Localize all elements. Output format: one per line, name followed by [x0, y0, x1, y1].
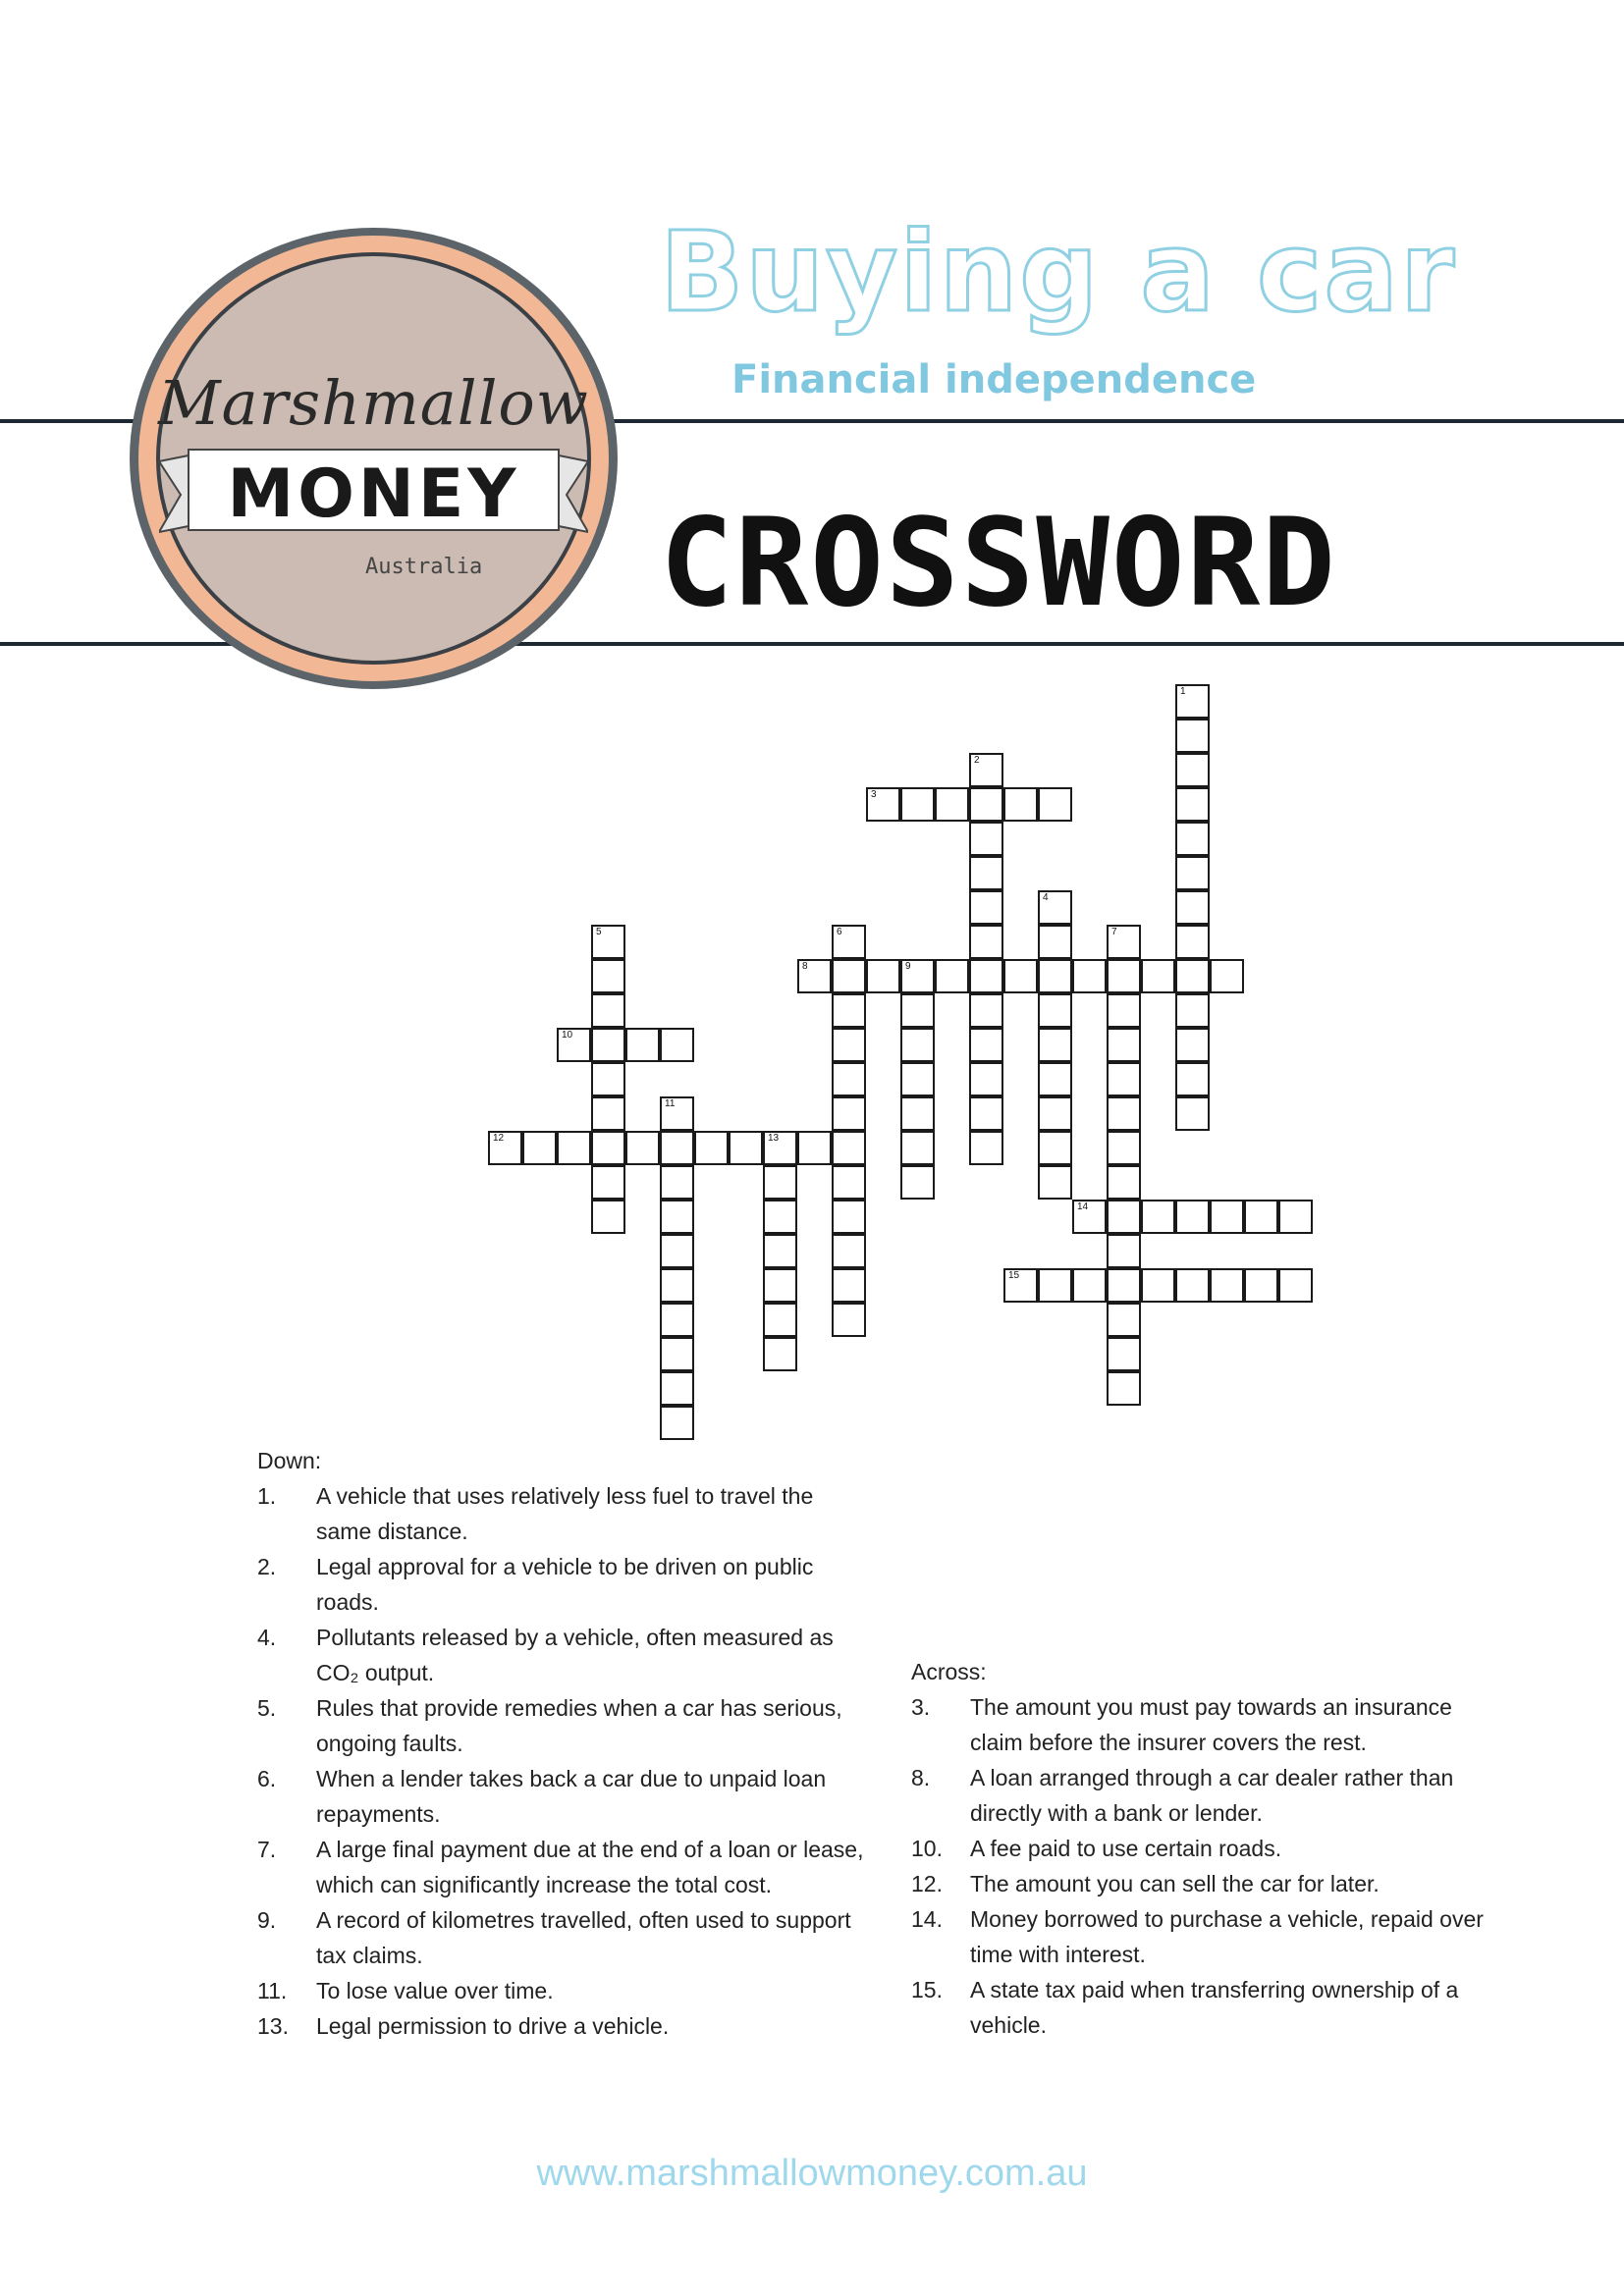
clue-number-label: 1	[1180, 686, 1186, 697]
crossword-cell[interactable]	[900, 1062, 935, 1096]
crossword-cell[interactable]	[797, 959, 832, 993]
clue-text: A fee paid to use certain roads.	[970, 1836, 1282, 1861]
crossword-cell[interactable]	[591, 1131, 625, 1165]
crossword-cell[interactable]	[1107, 959, 1141, 993]
clue-text: Legal permission to drive a vehicle.	[316, 2013, 670, 2039]
crossword-cell[interactable]	[1072, 959, 1107, 993]
crossword-cell[interactable]	[1141, 1200, 1175, 1234]
crossword-cell[interactable]	[832, 993, 866, 1028]
crossword-cell[interactable]	[969, 925, 1003, 959]
clue-text: Money borrowed to purchase a vehicle, repaid over time with interest.	[970, 1906, 1484, 1967]
crossword-cell[interactable]	[1107, 1303, 1141, 1337]
clue-number: 13.	[257, 2013, 289, 2039]
crossword-cell[interactable]	[900, 1096, 935, 1131]
clue-text: Legal approval for a vehicle to be driven on public roads.	[316, 1554, 814, 1615]
crossword-cell[interactable]	[1244, 1200, 1278, 1234]
crossword-cell[interactable]	[1107, 1028, 1141, 1062]
crossword-cell[interactable]	[625, 1131, 660, 1165]
crossword-cell[interactable]	[557, 1028, 591, 1062]
worksheet-subtitle: Financial independence	[731, 357, 1257, 402]
down-clue	[257, 1761, 866, 1832]
crossword-cell[interactable]	[1003, 1268, 1038, 1303]
crossword-cell[interactable]	[591, 1062, 625, 1096]
logo-script-text: Marshmallow	[158, 367, 589, 439]
crossword-cell[interactable]	[900, 993, 935, 1028]
crossword-cell[interactable]	[866, 787, 900, 822]
crossword-cell[interactable]	[1107, 1096, 1141, 1131]
crossword-cell[interactable]	[1175, 925, 1210, 959]
crossword-cell[interactable]	[660, 1268, 694, 1303]
clue-number: 2.	[257, 1554, 277, 1579]
clue-number: 11.	[257, 1978, 288, 2003]
crossword-cell[interactable]	[1107, 1062, 1141, 1096]
crossword-cell[interactable]	[763, 1268, 797, 1303]
clue-number-label: 12	[493, 1133, 505, 1144]
across-clues	[911, 1654, 1500, 2043]
clue-number-label: 7	[1111, 927, 1117, 937]
crossword-cell[interactable]	[969, 959, 1003, 993]
crossword-cell[interactable]	[1107, 1371, 1141, 1406]
crossword-cell[interactable]	[1244, 1268, 1278, 1303]
crossword-cell[interactable]	[660, 1028, 694, 1062]
across-clue	[911, 1901, 1500, 1972]
crossword-cell[interactable]	[832, 925, 866, 959]
across-clue	[911, 1831, 1500, 1866]
crossword-cell[interactable]	[1278, 1200, 1313, 1234]
crossword-cell[interactable]	[1038, 1131, 1072, 1165]
crossword-cell[interactable]	[1210, 1268, 1244, 1303]
crossword-cell[interactable]	[1175, 959, 1210, 993]
crossword-cell[interactable]	[660, 1303, 694, 1337]
crossword-cell[interactable]	[660, 1337, 694, 1371]
crossword-cell[interactable]	[660, 1234, 694, 1268]
crossword-cell[interactable]	[969, 1028, 1003, 1062]
down-heading: Down:	[257, 1448, 322, 1473]
across-clue	[911, 1689, 1500, 1760]
clue-number: 9.	[257, 1907, 277, 1933]
crossword-cell[interactable]	[660, 1096, 694, 1131]
crossword-cell[interactable]	[832, 1234, 866, 1268]
clue-number: 3.	[911, 1694, 931, 1720]
crossword-cell[interactable]	[1175, 1062, 1210, 1096]
clue-number-label: 11	[665, 1098, 676, 1109]
crossword-cell[interactable]	[1038, 1268, 1072, 1303]
crossword-cell[interactable]	[1038, 1062, 1072, 1096]
crossword-cell[interactable]	[1107, 1268, 1141, 1303]
logo-country-text: Australia	[365, 555, 483, 579]
crossword-cell[interactable]	[1038, 993, 1072, 1028]
clue-number: 6.	[257, 1766, 277, 1791]
crossword-cell[interactable]	[1278, 1268, 1313, 1303]
crossword-cell[interactable]	[1072, 1268, 1107, 1303]
down-clue	[257, 1620, 866, 1690]
crossword-cell[interactable]	[1038, 787, 1072, 822]
across-clue	[911, 1760, 1500, 1831]
clue-text: A state tax paid when transferring ownership of a vehicle.	[970, 1977, 1459, 2038]
crossword-cell[interactable]	[969, 856, 1003, 890]
crossword-cell[interactable]	[1175, 719, 1210, 753]
clue-text: A vehicle that uses relatively less fuel to travel the same distance.	[316, 1483, 814, 1544]
crossword-cell[interactable]	[1175, 1268, 1210, 1303]
crossword-cell[interactable]	[1107, 1234, 1141, 1268]
clue-number-label: 14	[1077, 1201, 1089, 1212]
down-clue	[257, 1973, 866, 2008]
crossword-cell[interactable]	[694, 1131, 729, 1165]
crossword-cell[interactable]	[1175, 856, 1210, 890]
crossword-cell[interactable]	[660, 1200, 694, 1234]
crossword-cell[interactable]	[832, 1131, 866, 1165]
crossword-cell[interactable]	[1107, 1337, 1141, 1371]
crossword-cell[interactable]	[660, 1165, 694, 1200]
crossword-cell[interactable]	[969, 890, 1003, 925]
crossword-cell[interactable]	[591, 959, 625, 993]
crossword-cell[interactable]	[591, 1200, 625, 1234]
clue-number-label: 15	[1008, 1270, 1020, 1281]
clue-number: 14.	[911, 1906, 943, 1932]
crossword-cell[interactable]	[1038, 925, 1072, 959]
down-clue	[257, 1478, 866, 1549]
crossword-cell[interactable]	[900, 787, 935, 822]
down-clue	[257, 1549, 866, 1620]
crossword-cell[interactable]	[660, 1406, 694, 1440]
crossword-cell[interactable]	[488, 1131, 522, 1165]
crossword-cell[interactable]	[1175, 822, 1210, 856]
crossword-cell[interactable]	[832, 1303, 866, 1337]
clue-text: Pollutants released by a vehicle, often measured as CO₂ output.	[316, 1625, 834, 1685]
worksheet-title: Buying a car	[660, 209, 1457, 337]
crossword-cell[interactable]	[660, 1131, 694, 1165]
clue-number-label: 13	[768, 1133, 780, 1144]
crossword-cell[interactable]	[591, 1028, 625, 1062]
crossword-cell[interactable]	[1175, 1096, 1210, 1131]
crossword-cell[interactable]	[1003, 787, 1038, 822]
clue-number-label: 5	[596, 927, 602, 937]
clue-number-label: 6	[837, 927, 842, 937]
crossword-cell[interactable]	[832, 1062, 866, 1096]
clue-number-label: 10	[562, 1030, 573, 1041]
crossword-cell[interactable]	[1072, 1200, 1107, 1234]
crossword-cell[interactable]	[1107, 925, 1141, 959]
crossword-cell[interactable]	[900, 1165, 935, 1200]
crossword-cell[interactable]	[763, 1200, 797, 1234]
clue-number-label: 3	[871, 789, 877, 800]
crossword-cell[interactable]	[1038, 890, 1072, 925]
crossword-cell[interactable]	[1038, 1165, 1072, 1200]
crossword-cell[interactable]	[832, 1268, 866, 1303]
crossword-cell[interactable]	[969, 1096, 1003, 1131]
clue-text: A loan arranged through a car dealer rather than directly with a bank or lender.	[970, 1765, 1454, 1826]
crossword-cell[interactable]	[1038, 1028, 1072, 1062]
crossword-cell[interactable]	[969, 993, 1003, 1028]
crossword-cell[interactable]	[1107, 1131, 1141, 1165]
clue-number: 1.	[257, 1483, 277, 1509]
crossword-cell[interactable]	[1003, 959, 1038, 993]
crossword-cell[interactable]	[1175, 1028, 1210, 1062]
crossword-cell[interactable]	[797, 1131, 832, 1165]
crossword-cell[interactable]	[1175, 1200, 1210, 1234]
crossword-cell[interactable]	[832, 1096, 866, 1131]
clue-text: The amount you must pay towards an insurance claim before the insurer covers the rest.	[970, 1694, 1452, 1755]
crossword-cell[interactable]	[969, 753, 1003, 787]
crossword-cell[interactable]	[832, 959, 866, 993]
crossword-cell[interactable]	[1175, 684, 1210, 719]
clue-number: 10.	[911, 1836, 943, 1861]
crossword-cell[interactable]	[557, 1131, 591, 1165]
crossword-cell[interactable]	[591, 993, 625, 1028]
clue-number: 8.	[911, 1765, 931, 1790]
crossword-cell[interactable]	[1038, 959, 1072, 993]
logo-money-text: MONEY	[227, 455, 520, 533]
crossword-cell[interactable]	[1141, 959, 1175, 993]
down-clue	[257, 1902, 866, 1973]
crossword-cell[interactable]	[763, 1165, 797, 1200]
crossword-cell[interactable]	[969, 1062, 1003, 1096]
crossword-cell[interactable]	[591, 1096, 625, 1131]
marshmallow-money-logo	[130, 228, 618, 689]
crossword-cell[interactable]	[935, 787, 969, 822]
crossword-cell[interactable]	[1175, 890, 1210, 925]
crossword-cell[interactable]	[969, 787, 1003, 822]
clue-number: 5.	[257, 1695, 277, 1721]
clue-number-label: 9	[905, 961, 911, 972]
crossword-cell[interactable]	[763, 1234, 797, 1268]
clue-number: 4.	[257, 1625, 277, 1650]
crossword-cell[interactable]	[522, 1131, 557, 1165]
crossword-cell[interactable]	[1141, 1268, 1175, 1303]
down-clue	[257, 1690, 866, 1761]
clue-number: 12.	[911, 1871, 943, 1896]
crossword-cell[interactable]	[1210, 1200, 1244, 1234]
down-clues	[257, 1443, 866, 2044]
clue-text: A record of kilometres travelled, often used to support tax claims.	[316, 1907, 851, 1968]
clue-number-label: 2	[974, 755, 980, 766]
crossword-cell[interactable]	[900, 1131, 935, 1165]
clue-text: To lose value over time.	[316, 1978, 554, 2003]
across-heading: Across:	[911, 1659, 987, 1684]
crossword-cell[interactable]	[729, 1131, 763, 1165]
crossword-cell[interactable]	[591, 1165, 625, 1200]
clue-number: 15.	[911, 1977, 943, 2002]
crossword-cell[interactable]	[591, 925, 625, 959]
crossword-cell[interactable]	[1038, 1096, 1072, 1131]
clue-text: A large final payment due at the end of a loan or lease, which can significantly increase the total cost.	[316, 1837, 864, 1897]
clue-text: Rules that provide remedies when a car has serious, ongoing faults.	[316, 1695, 842, 1756]
crossword-cell[interactable]	[1107, 1200, 1141, 1234]
clue-number-label: 4	[1043, 892, 1049, 903]
worksheet-type-heading: CROSSWORD	[660, 493, 1337, 634]
crossword-cell[interactable]	[1210, 959, 1244, 993]
crossword-cell[interactable]	[935, 959, 969, 993]
down-clue	[257, 2008, 866, 2044]
website-url[interactable]: www.marshmallowmoney.com.au	[536, 2153, 1088, 2194]
crossword-cell[interactable]	[1175, 787, 1210, 822]
across-clue	[911, 1866, 1500, 1901]
crossword-cell[interactable]	[660, 1371, 694, 1406]
crossword-cell[interactable]	[900, 959, 935, 993]
crossword-cell[interactable]	[832, 1165, 866, 1200]
crossword-cell[interactable]	[866, 959, 900, 993]
crossword-cell[interactable]	[832, 1028, 866, 1062]
crossword-cell[interactable]	[1175, 753, 1210, 787]
down-clue	[257, 1832, 866, 1902]
crossword-cell[interactable]	[625, 1028, 660, 1062]
clue-number-label: 8	[802, 961, 808, 972]
crossword-cell[interactable]	[1107, 1165, 1141, 1200]
crossword-cell[interactable]	[969, 1131, 1003, 1165]
crossword-cell[interactable]	[1107, 993, 1141, 1028]
crossword-cell[interactable]	[832, 1200, 866, 1234]
crossword-cell[interactable]	[763, 1337, 797, 1371]
crossword-cell[interactable]	[969, 822, 1003, 856]
clue-number: 7.	[257, 1837, 277, 1862]
clue-text: When a lender takes back a car due to unpaid loan repayments.	[316, 1766, 827, 1827]
crossword-cell[interactable]	[900, 1028, 935, 1062]
crossword-cell[interactable]	[763, 1131, 797, 1165]
crossword-cell[interactable]	[763, 1303, 797, 1337]
across-clue	[911, 1972, 1500, 2043]
clue-text: The amount you can sell the car for later.	[970, 1871, 1380, 1896]
crossword-cell[interactable]	[1175, 993, 1210, 1028]
